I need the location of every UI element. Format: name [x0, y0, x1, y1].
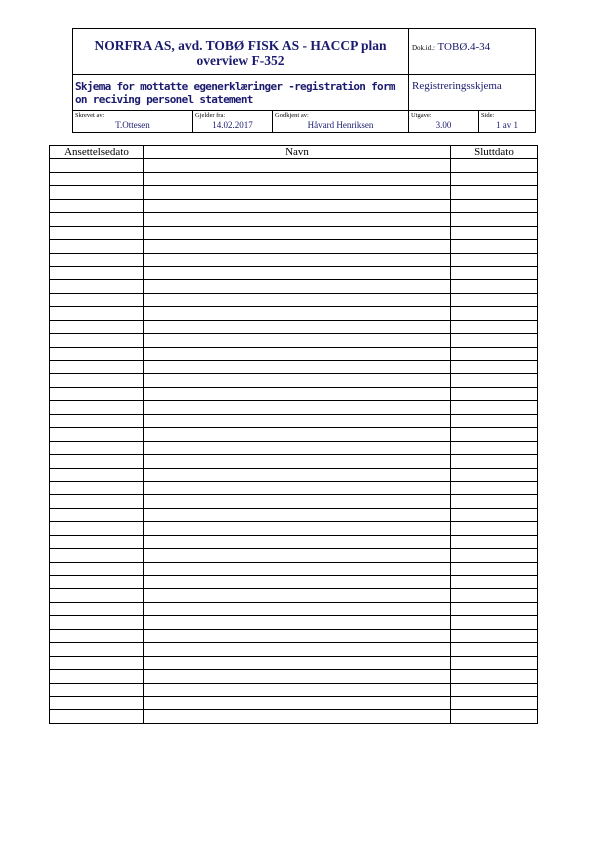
employment-date-cell — [50, 226, 144, 239]
table-row — [50, 213, 538, 226]
employment-date-cell — [50, 710, 144, 723]
end-date-cell — [451, 293, 538, 306]
meta-label: Utgave: — [411, 112, 432, 119]
employment-date-cell — [50, 213, 144, 226]
employment-date-cell — [50, 589, 144, 602]
meta-value: 1 av 1 — [496, 120, 518, 130]
employment-date-cell — [50, 455, 144, 468]
table-row — [50, 172, 538, 185]
end-date-cell — [451, 670, 538, 683]
name-cell — [144, 616, 451, 629]
meta-page — [479, 111, 535, 132]
employment-date-cell — [50, 293, 144, 306]
name-cell — [144, 320, 451, 333]
meta-written-by — [73, 111, 193, 132]
employment-date-cell — [50, 387, 144, 400]
name-cell — [144, 670, 451, 683]
end-date-cell — [451, 696, 538, 709]
table-row — [50, 589, 538, 602]
end-date-cell — [451, 562, 538, 575]
table-row — [50, 495, 538, 508]
name-cell — [144, 172, 451, 185]
meta-value: Håvard Henriksen — [307, 120, 374, 130]
end-date-cell — [451, 280, 538, 293]
document-title: NORFRA AS, avd. TOBØ FISK AS - HACCP plan overview F-352 — [73, 29, 409, 75]
employment-date-cell — [50, 508, 144, 521]
employment-date-cell — [50, 643, 144, 656]
employment-date-cell — [50, 240, 144, 253]
employment-date-cell — [50, 629, 144, 642]
end-date-cell — [451, 508, 538, 521]
name-cell — [144, 495, 451, 508]
employment-date-cell — [50, 374, 144, 387]
table-row — [50, 710, 538, 723]
employment-date-cell — [50, 481, 144, 494]
end-date-cell — [451, 320, 538, 333]
meta-valid-from — [193, 111, 273, 132]
name-cell — [144, 562, 451, 575]
name-cell — [144, 656, 451, 669]
table-row — [50, 629, 538, 642]
name-cell — [144, 280, 451, 293]
column-header-end-date: Sluttdato — [451, 146, 538, 159]
meta-approved-by — [273, 111, 409, 132]
end-date-cell — [451, 589, 538, 602]
name-cell — [144, 576, 451, 589]
meta-label: Gjelder fra: — [195, 112, 226, 119]
table-row — [50, 159, 538, 172]
employment-date-cell — [50, 199, 144, 212]
table-row — [50, 656, 538, 669]
name-cell — [144, 441, 451, 454]
name-cell — [144, 455, 451, 468]
name-cell — [144, 347, 451, 360]
table-row — [50, 428, 538, 441]
name-cell — [144, 293, 451, 306]
doc-id-label: Dok.id.: — [412, 44, 435, 52]
table-row — [50, 320, 538, 333]
name-cell — [144, 199, 451, 212]
doc-id-value: TOBØ.4-34 — [437, 41, 491, 53]
document-subtitle: Skjema for mottatte egenerklæringer -registration form on reciving personel statement — [73, 75, 409, 111]
meta-value: 3.00 — [435, 120, 452, 130]
end-date-cell — [451, 213, 538, 226]
employment-date-cell — [50, 414, 144, 427]
end-date-cell — [451, 629, 538, 642]
end-date-cell — [451, 387, 538, 400]
table-row — [50, 535, 538, 548]
employment-date-cell — [50, 495, 144, 508]
end-date-cell — [451, 240, 538, 253]
employment-date-cell — [50, 562, 144, 575]
employment-date-cell — [50, 401, 144, 414]
name-cell — [144, 535, 451, 548]
meta-value: T.Ottesen — [115, 120, 150, 130]
meta-label: Side: — [481, 112, 495, 119]
table-row — [50, 347, 538, 360]
end-date-cell — [451, 441, 538, 454]
meta-edition — [409, 111, 479, 132]
end-date-cell — [451, 159, 538, 172]
table-row — [50, 468, 538, 481]
end-date-cell — [451, 683, 538, 696]
employment-date-cell — [50, 522, 144, 535]
name-cell — [144, 401, 451, 414]
name-cell — [144, 253, 451, 266]
name-cell — [144, 481, 451, 494]
name-cell — [144, 629, 451, 642]
table-row — [50, 683, 538, 696]
employment-date-cell — [50, 307, 144, 320]
end-date-cell — [451, 401, 538, 414]
table-row — [50, 670, 538, 683]
table-row — [50, 508, 538, 521]
end-date-cell — [451, 266, 538, 279]
table-row — [50, 522, 538, 535]
employment-date-cell — [50, 347, 144, 360]
table-row — [50, 280, 538, 293]
table-row — [50, 455, 538, 468]
doc-id-cell — [409, 29, 535, 75]
name-cell — [144, 213, 451, 226]
end-date-cell — [451, 656, 538, 669]
table-row — [50, 186, 538, 199]
employment-date-cell — [50, 159, 144, 172]
table-row — [50, 240, 538, 253]
registration-table — [49, 145, 538, 724]
end-date-cell — [451, 576, 538, 589]
name-cell — [144, 361, 451, 374]
end-date-cell — [451, 172, 538, 185]
name-cell — [144, 643, 451, 656]
end-date-cell — [451, 455, 538, 468]
end-date-cell — [451, 199, 538, 212]
employment-date-cell — [50, 320, 144, 333]
end-date-cell — [451, 481, 538, 494]
table-row — [50, 401, 538, 414]
table-row — [50, 696, 538, 709]
employment-date-cell — [50, 656, 144, 669]
name-cell — [144, 549, 451, 562]
employment-date-cell — [50, 172, 144, 185]
employment-date-cell — [50, 535, 144, 548]
name-cell — [144, 226, 451, 239]
meta-label: Godkjent av: — [275, 112, 309, 119]
employment-date-cell — [50, 696, 144, 709]
name-cell — [144, 414, 451, 427]
end-date-cell — [451, 535, 538, 548]
form-type: Registreringsskjema — [409, 75, 535, 111]
employment-date-cell — [50, 280, 144, 293]
end-date-cell — [451, 414, 538, 427]
employment-date-cell — [50, 602, 144, 615]
end-date-cell — [451, 186, 538, 199]
end-date-cell — [451, 307, 538, 320]
name-cell — [144, 589, 451, 602]
name-cell — [144, 159, 451, 172]
end-date-cell — [451, 495, 538, 508]
employment-date-cell — [50, 683, 144, 696]
column-header-employment-date: Ansettelsedato — [50, 146, 144, 159]
employment-date-cell — [50, 468, 144, 481]
employment-date-cell — [50, 616, 144, 629]
table-row — [50, 374, 538, 387]
document-header — [72, 28, 536, 133]
column-header-name: Navn — [144, 146, 451, 159]
name-cell — [144, 522, 451, 535]
name-cell — [144, 307, 451, 320]
table-row — [50, 387, 538, 400]
end-date-cell — [451, 253, 538, 266]
name-cell — [144, 374, 451, 387]
end-date-cell — [451, 334, 538, 347]
employment-date-cell — [50, 253, 144, 266]
table-row — [50, 643, 538, 656]
name-cell — [144, 696, 451, 709]
table-row — [50, 361, 538, 374]
table-row — [50, 562, 538, 575]
name-cell — [144, 602, 451, 615]
table-row — [50, 266, 538, 279]
table-row — [50, 293, 538, 306]
meta-label: Skrevet av: — [75, 112, 105, 119]
employment-date-cell — [50, 361, 144, 374]
table-row — [50, 616, 538, 629]
end-date-cell — [451, 549, 538, 562]
end-date-cell — [451, 347, 538, 360]
meta-value: 14.02.2017 — [212, 120, 253, 130]
table-row — [50, 549, 538, 562]
table-row — [50, 307, 538, 320]
end-date-cell — [451, 374, 538, 387]
employment-date-cell — [50, 576, 144, 589]
end-date-cell — [451, 616, 538, 629]
table-row — [50, 576, 538, 589]
table-row — [50, 481, 538, 494]
end-date-cell — [451, 602, 538, 615]
table-row — [50, 199, 538, 212]
employment-date-cell — [50, 670, 144, 683]
end-date-cell — [451, 710, 538, 723]
table-header-row — [50, 146, 538, 159]
table-row — [50, 414, 538, 427]
end-date-cell — [451, 468, 538, 481]
employment-date-cell — [50, 549, 144, 562]
end-date-cell — [451, 361, 538, 374]
employment-date-cell — [50, 266, 144, 279]
name-cell — [144, 428, 451, 441]
name-cell — [144, 508, 451, 521]
name-cell — [144, 710, 451, 723]
table-row — [50, 602, 538, 615]
end-date-cell — [451, 643, 538, 656]
table-row — [50, 253, 538, 266]
end-date-cell — [451, 226, 538, 239]
name-cell — [144, 468, 451, 481]
table-row — [50, 441, 538, 454]
name-cell — [144, 266, 451, 279]
end-date-cell — [451, 428, 538, 441]
end-date-cell — [451, 522, 538, 535]
employment-date-cell — [50, 334, 144, 347]
name-cell — [144, 387, 451, 400]
employment-date-cell — [50, 186, 144, 199]
employment-date-cell — [50, 428, 144, 441]
employment-date-cell — [50, 441, 144, 454]
name-cell — [144, 683, 451, 696]
name-cell — [144, 240, 451, 253]
table-row — [50, 334, 538, 347]
table-row — [50, 226, 538, 239]
name-cell — [144, 186, 451, 199]
name-cell — [144, 334, 451, 347]
